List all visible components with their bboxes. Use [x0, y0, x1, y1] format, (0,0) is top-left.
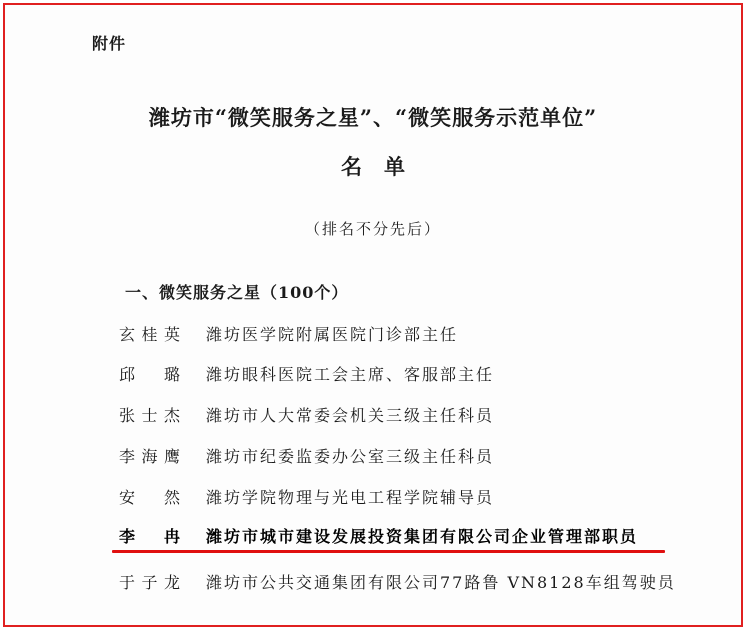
entry-title: 潍坊市人大常委会机关三级主任科员 [206, 406, 495, 425]
document-frame [3, 3, 743, 627]
entry-title: 潍坊眼科医院工会主席、客服部主任 [206, 365, 495, 384]
entry-name: 安然 [119, 488, 181, 507]
entry-title: 潍坊市公共交通集团有限公司77路鲁 VN8128车组驾驶员 [206, 573, 676, 592]
entry-name: 于子龙 [119, 573, 181, 592]
highlight-underline [112, 550, 665, 553]
attachment-label: 附件 [92, 34, 127, 53]
entry-name: 张士杰 [119, 406, 181, 425]
entry-name: 玄桂英 [119, 325, 181, 344]
document-subtitle: 名单 [341, 154, 427, 179]
entry-name: 李海鹰 [119, 447, 181, 466]
entry-name: 邱璐 [119, 365, 181, 384]
entry-title: 潍坊市纪委监委办公室三级主任科员 [206, 447, 495, 466]
entry-title: 潍坊学院物理与光电工程学院辅导员 [206, 488, 495, 507]
entry-title: 潍坊市城市建设发展投资集团有限公司企业管理部职员 [206, 527, 639, 546]
section-heading: 一、微笑服务之星（100个） [125, 283, 349, 302]
ordering-note: （排名不分先后） [304, 220, 441, 238]
entry-title: 潍坊医学院附属医院门诊部主任 [206, 325, 459, 344]
document-title: 潍坊市“微笑服务之星”、“微笑服务示范单位” [148, 105, 598, 130]
entry-name: 李冉 [119, 527, 181, 546]
